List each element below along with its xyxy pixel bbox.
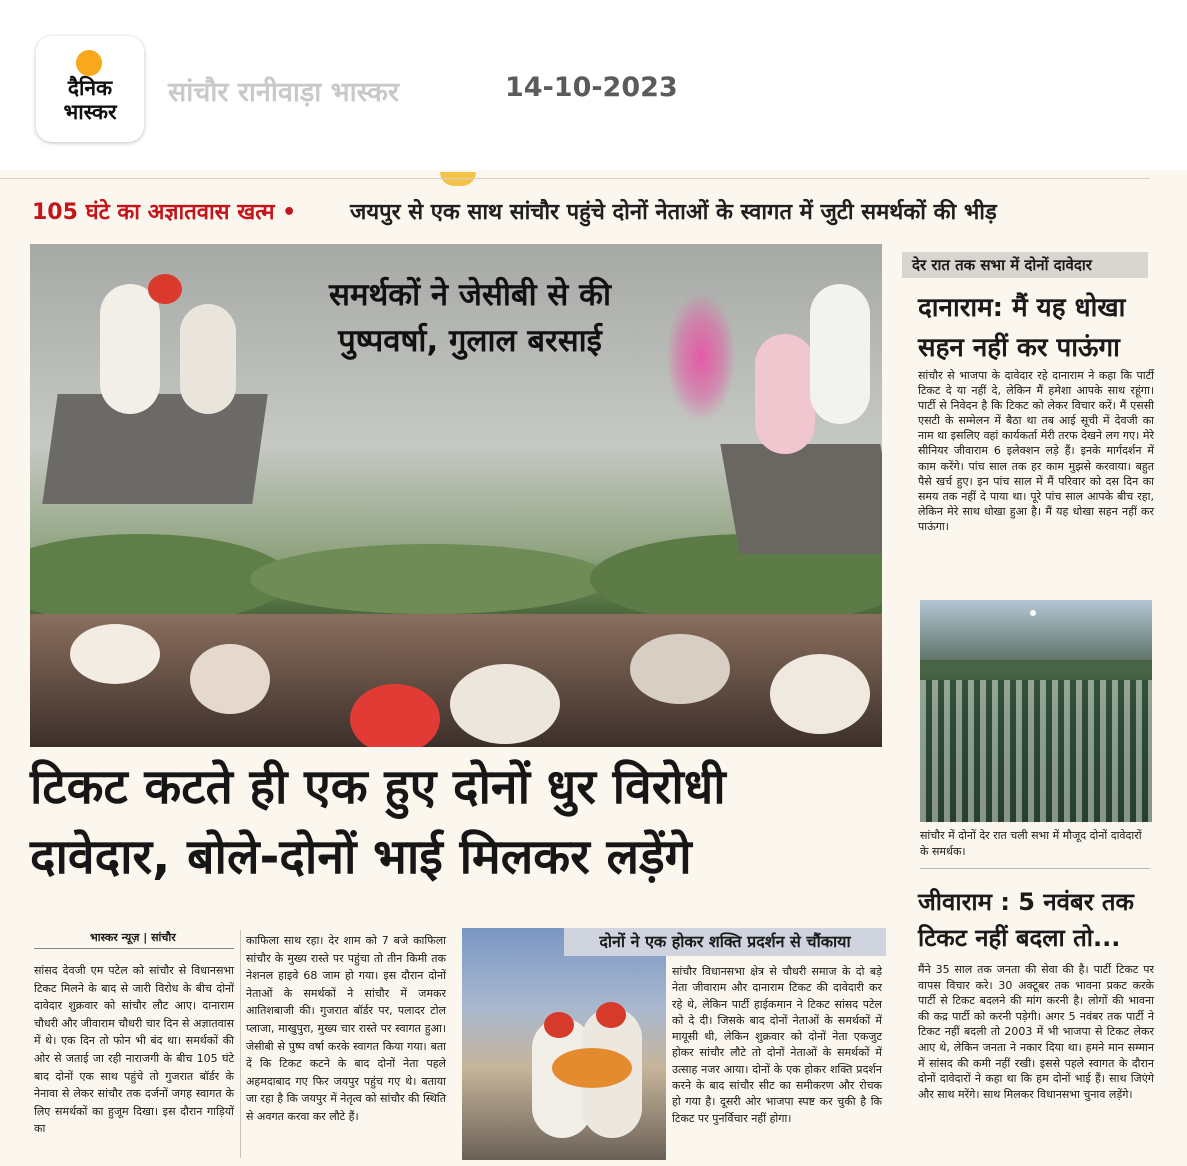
person-figure <box>100 284 160 414</box>
page-divider <box>0 178 1150 179</box>
kicker-red: 105 घंटे का अज्ञातवास खत्म • <box>32 200 297 225</box>
byline: भास्कर न्यूज़ | सांचौर <box>90 931 176 944</box>
flood-light <box>1030 610 1036 616</box>
main-headline <box>30 752 890 892</box>
seated-crowd <box>920 680 1152 822</box>
crowd-person <box>630 634 730 704</box>
column-separator <box>240 930 241 1158</box>
headline-line1: टिकट कटते ही एक हुए दोनों धुर विरोधी <box>30 759 726 815</box>
person-figure <box>810 284 870 424</box>
dainik-bhaskar-logo[interactable] <box>36 36 144 142</box>
gulal-powder <box>666 292 736 422</box>
photo-caption-line1: समर्थकों ने जेसीबी से की <box>328 277 612 313</box>
story-column-1: सांसद देवजी एम पटेल को सांचौर से विधानसभा टिकट मिलने के बाद से जारी विरोध के बीच दोनों दावेदार शुक्रवार को सांचौर लौट आए। दानाराम चौधरी और जीवाराम चौधरी चार दिन से अज्ञातवास में थे। एक दिन तो फोन भी बंद था। समर्थकों की ओर से जताई जा रही नाराजगी के बीच 105 घंटे बाद दोनों एक साथ पहुंचे तो गुजरात बॉर्डर के नेनावा से लेकर सांचौर तक दर्जनों जगह स्वागत के लिए समर्थकों का हुजूम दिखा। इस दौरान गाड़ियों का <box>34 964 234 1136</box>
red-turban <box>148 274 182 304</box>
story2-body: मैंने 35 साल तक जनता की सेवा की है। पार्टी टिकट पर वापस विचार करे। 30 अक्टूबर तक भावना प्रकट करके पार्टी से टिकट बदलने की मांग करनी है। लोगों की भावना की कद्र पार्टी को करनी पड़ेगी। अगर 5 नवंबर तक पार्टी ने टिकट नहीं बदली तो 2003 में भी भाजपा से टिकट लेकर आए थे, लेकिन जनता ने नकार दिया था। हमने मान सम्मान में सांसद की कमी नहीं रखी। इससे पहले स्वागत के दौरान दोनों दावेदारों ने कहा था कि हम दोनों भाई हैं। साथ जिएंगे और साथ मरेंगे। साथ मिलकर विधानसभा चुनाव लड़ेंगे। <box>918 963 1154 1101</box>
tree-shape <box>250 544 610 614</box>
red-turban <box>596 1002 626 1028</box>
story2-title-line1: जीवाराम : 5 नवंबर तक <box>918 888 1134 916</box>
red-turban <box>350 684 440 747</box>
crowd-person <box>190 644 270 714</box>
byline-rule <box>34 948 234 949</box>
column-divider <box>920 868 1150 869</box>
edition-title: सांचौर रानीवाड़ा भास्कर <box>168 77 399 108</box>
sun-decoration-icon <box>440 172 476 186</box>
story1-title-line1: दानाराम: मैं यह धोखा <box>918 293 1126 323</box>
right-column-tag: देर रात तक सभा में दोनों दावेदार <box>902 252 1148 278</box>
story-column-3: सांचौर विधानसभा क्षेत्र से चौधरी समाज के दो बड़े नेता जीवाराम और दानाराम टिकट की दावेदारी कर रहे थे, लेकिन पार्टी हाईकमान ने टिकट सांसद पटेल को दे दी। जिसके बाद दोनों नेताओं के समर्थकों में मायूसी थी, लेकिन शुक्रवार को दोनों नेता एकजुट होकर सांचौर लौटे तो दोनों नेताओं के समर्थकों में उत्साह नजर आया। दोनों के एक होकर शक्ति प्रदर्शन करने के बाद सांचौर सीट का समीकरण और रोचक हो गया है। दूसरी ओर भाजपा स्पष्ट कर चुकी है कि टिकट पर पुनर्विचार नहीं होगा। <box>672 965 882 1125</box>
leaders-inset-photo <box>462 928 666 1160</box>
night-sky <box>920 600 1152 660</box>
person-figure <box>755 334 815 454</box>
story1-title <box>918 288 1158 368</box>
crowd-person <box>770 654 870 734</box>
logo-text-line2: भास्कर <box>63 100 117 124</box>
photo-caption <box>270 272 670 364</box>
garlands <box>552 1048 632 1088</box>
crowd-person <box>70 624 160 684</box>
sun-logo-icon <box>76 50 102 76</box>
night-rally-photo <box>920 600 1152 822</box>
edition-date: 14-10-2023 <box>505 72 678 103</box>
photo-caption-line2: पुष्पवर्षा, गुलाल बरसाई <box>338 323 602 359</box>
story2-title-line2: टिकट नहीं बदला तो... <box>918 924 1121 952</box>
app-header <box>0 0 1187 170</box>
crowd-person <box>450 664 560 744</box>
story1-title-line2: सहन नहीं कर पाऊंगा <box>918 333 1120 363</box>
logo-text-line1: दैनिक <box>67 76 113 100</box>
story-column-2: काफिला साथ रहा। देर शाम को 7 बजे काफिला सांचौर के मुख्य रास्ते पर पहुंचा तो तीन किमी तक नेशनल हाइवे 68 जाम हो गया। इस दौरान दोनों नेताओं के समर्थकों ने सांचौर में जमकर आतिशबाजी की। गुजरात बॉर्डर पर, पलादर टोल प्लाजा, माखुपुरा, मुख्य चार रास्ते पर स्वागत हुआ। जेसीबी से पुष्प वर्षा करके स्वागत किया गया। बता दें कि टिकट कटने के बाद दोनों नेता पहले अहमदाबाद गए फिर जयपुर पहुंच गए थे। बताया जा रहा है कि जयपुर में नेतृत्व को सांचौर की स्थिति से अवगत करवा कर लौटे हैं। <box>246 934 446 1123</box>
red-turban <box>544 1012 574 1038</box>
jcb-bucket-right <box>720 444 882 554</box>
story2-title <box>918 884 1158 956</box>
story1-body: सांचौर से भाजपा के दावेदार रहे दानाराम ने कहा कि पार्टी टिकट दे या नहीं दे, लेकिन मैं हमेशा आपके साथ रहूंगा। पार्टी से निवेदन है कि टिकट को लेकर विचार करें। मैं एससी एसटी के सम्मेलन में बैठा था तब आई सूची में देवजी का नाम था इसलिए वहां कार्यकर्ता मेरी तरफ देखने लग गए। मेरे सीनियर जीवाराम 6 इलेक्शन लड़े हैं। इनके मार्गदर्शन में काम करेंगे। पांच साल तक हर काम मुझसे करवाया। बहुत पैसे खर्च हुए। इन पांच साल में मैं परिवार को दस दिन का समय तक नहीं दे पाया था। पूरे पांच साल आपके बीच रहा, लेकिन मेरे साथ धोखा हुआ है। मैं यह धोखा सहन नहीं कर पाऊंगा। <box>918 369 1154 533</box>
main-news-photo <box>30 244 882 747</box>
jcb-bucket-left <box>42 394 267 504</box>
person-figure <box>180 304 236 414</box>
kicker-subhead: जयपुर से एक साथ सांचौर पहुंचे दोनों नेताओं के स्वागत में जुटी समर्थकों की भीड़ <box>350 200 997 225</box>
crowd <box>30 614 882 747</box>
rally-photo-caption: सांचौर में दोनों देर रात चली सभा में मौजूद दोनों दावेदारों के समर्थक। <box>920 829 1142 858</box>
inset-tag: दोनों ने एक होकर शक्ति प्रदर्शन से चौंकाया <box>564 928 886 956</box>
headline-line2: दावेदार, बोले-दोनों भाई मिलकर लड़ेंगे <box>30 829 692 885</box>
